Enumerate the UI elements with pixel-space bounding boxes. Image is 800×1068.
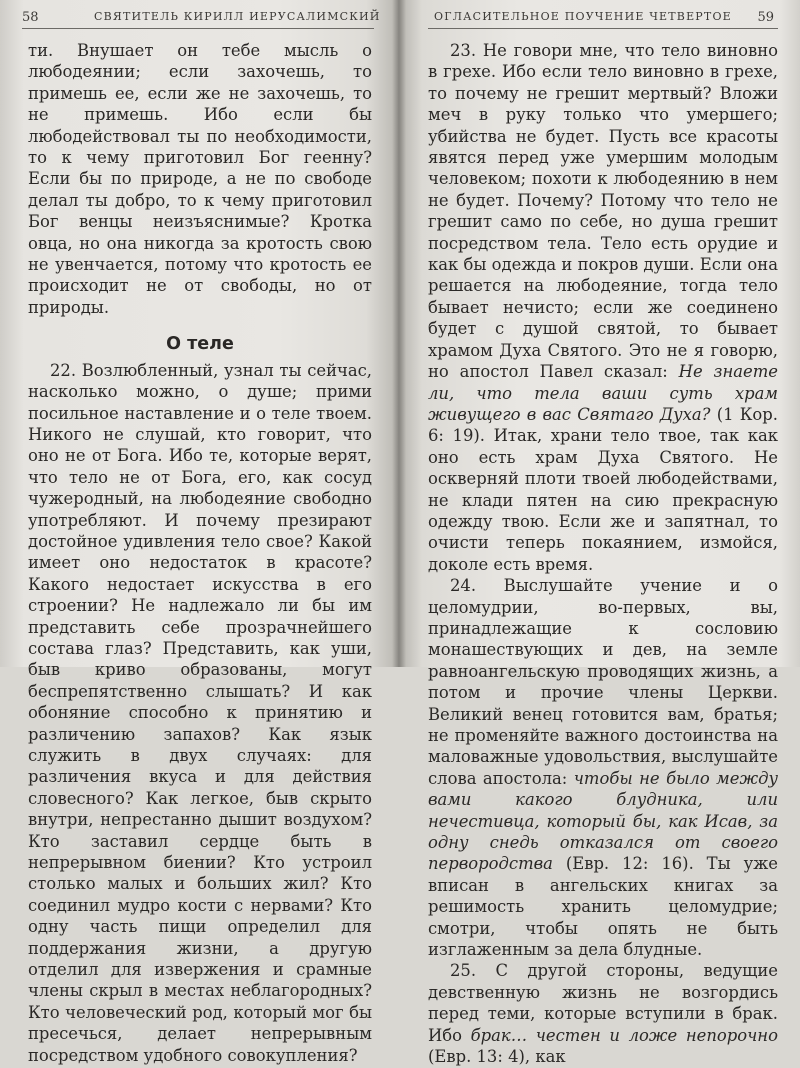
paragraph-23-text-b: (1 Кор. 6: 19). Итак, храни тело твое, так как оно есть храм Духа Святого. Не оскверняй плоти твоей любодействами, не клади пятен на сию прекрасную одежду твою. Если же и запятнал, то очисти теперь покаянием, измойся, доколе есть время. <box>428 404 778 574</box>
right-header-rule <box>428 28 778 29</box>
left-page-number: 58 <box>22 10 39 25</box>
right-page <box>398 0 800 1067</box>
right-page-text <box>428 40 778 1068</box>
left-header-rule <box>22 28 374 29</box>
paragraph-25-text-a: 25. С другой стороны, ведущие девственную жизнь не возгордись перед теми, которые вступили в брак. Ибо <box>428 961 778 1045</box>
right-running-head: ОГЛАСИТЕЛЬНОЕ ПОУЧЕНИЕ ЧЕТВЕРТОЕ <box>434 10 732 23</box>
paragraph-23-quote: Не знаете ли, что тела ваши суть храм живущего в вас Святаго Духа? <box>428 362 778 424</box>
paragraph-24-text-a: 24. Выслушайте учение и о целомудрии, во-первых, вы, принадлежащие к сословию монашествующих и дев, на земле равноангельскую проводящих жизнь, а потом и прочие члены Церкви. Великий венец готовится вам, братья; не променяйте важного достоинства на маловажные удовольствия, выслушайте слова апостола: <box>428 576 778 788</box>
paragraph-continued: ти. Внушает он тебе мысль о любодеянии; если захочешь, то примешь ее, если же не захочешь, то не примешь. Ибо если бы любодействовал ты по необходимости, то к чему приготовил Бог геенну? Если бы по природе, а не по свободе делал ты добро, то к чему приготовил Бог венцы неизъяснимые? Кротка овца, но она никогда за кротость свою не увенчается, потому что кротость ее происходит не от свободы, но от природы. <box>28 41 372 317</box>
paragraph-25-quote: брак… честен и ложе непорочно <box>470 1025 778 1045</box>
left-page-text <box>28 40 372 1066</box>
paragraph-23 <box>428 40 778 575</box>
paragraph-25 <box>428 960 778 1067</box>
section-heading: О теле <box>166 334 234 355</box>
left-running-head: СВЯТИТЕЛЬ КИРИЛЛ ИЕРУСАЛИМСКИЙ <box>94 10 381 23</box>
paragraph-24-quote: чтобы не было между вами какого блудника, или нечестивца, который бы, как Исав, за одну снедь отказался от своего первородства <box>428 768 778 874</box>
left-page <box>0 0 398 1065</box>
paragraph-24 <box>428 575 778 960</box>
book-gutter <box>392 0 406 667</box>
paragraph-22: 22. Возлюбленный, узнал ты сейчас, насколько можно, о душе; прими посильное наставление и о теле твоем. Никого не слушай, кто говорит, что оно не от Бога. Ибо те, которые верят, что тело не от Бога, его, как сосуд чужеродный, на любодеяние свободно употребляют. И почему презирают достойное удивления тело свое? Какой имеет оно недостаток в красоте? Какого недостает искусства в его строении? Не надлежало ли бы им представить себе прозрачнейшего состава глаз? Представить, как уши, быв криво образованы, могут беспрепятственно слышать? И как обоняние способно к принятию и различению запахов? Как язык служить в двух случаях: для различения вкуса и для действия словесного? Как легкое, быв скрыто внутри, непрестанно дышит воздухом? Кто заставил сердце быть в непрерывном биении? Кто устроил столько малых и больших жил? Кто соединил мудро кости с нервами? Кто одну часть пищи определил для поддержания жизни, а другую отделил для извержения и срамные члены скрыл в местах неблагородных? Кто человеческий род, который мог бы пресечься, делает непрерывным посредством удобного совокупления? <box>28 360 372 1065</box>
paragraph-23-text-a: 23. Не говори мне, что тело виновно в грехе. Ибо если тело виновно в грехе, то почему не грешит мертвый? Вложи меч в руку только что умершего; убийства не будет. Пусть все красоты явятся перед уже умершим молодым человеком; похоти к любодеянию в нем не будет. Почему? Потому что тело не грешит само по себе, но душа грешит посредством тела. Тело есть орудие и как бы одежда и покров души. Если она решается на любодеяние, тогда тело бывает нечисто; если же соединено будет с душой святой, то бывает храмом Духа Святого. Это не я говорю, но апостол Павел сказал: <box>428 41 778 382</box>
paragraph-24-text-b: (Евр. 12: 16). Ты уже вписан в ангельских книгах за решимость хранить целомудрие; смотри, чтобы опять не быть изглаженным за дела блудные. <box>428 854 778 960</box>
right-page-number: 59 <box>757 10 774 25</box>
paragraph-25-text-b: (Евр. 13: 4), как <box>428 1047 566 1067</box>
